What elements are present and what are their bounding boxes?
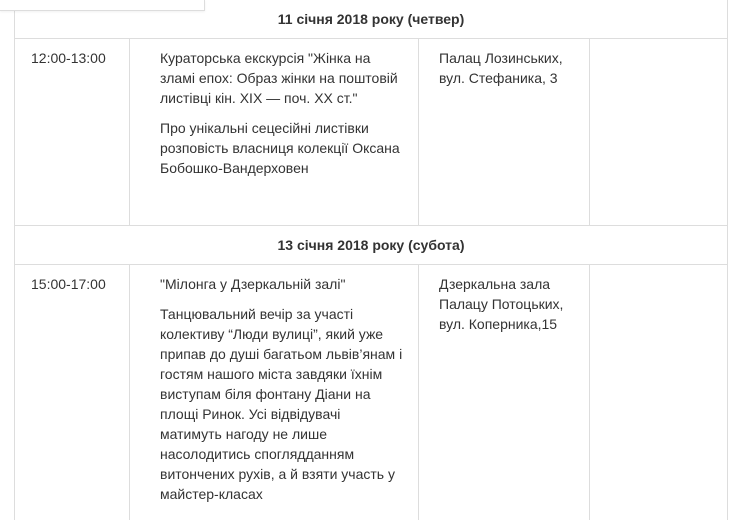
event-description: Про унікальні сецесійні листівки розповість власниця колекції Оксана Бобошко-Вандерховен — [160, 120, 400, 176]
event-location: Палац Лозинських, вул. Стефаника, 3 — [419, 39, 590, 226]
event-row — [15, 265, 728, 520]
date-row-2 — [15, 226, 728, 265]
event-schedule-table — [14, 0, 728, 520]
event-location: Дзеркальна зала Палацу Потоцьких, вул. Коперника,15 — [419, 265, 590, 520]
event-extra-cell — [590, 265, 728, 520]
event-extra-cell — [590, 39, 728, 226]
date-heading: 13 січня 2018 року (субота) — [15, 226, 728, 265]
event-time: 12:00-13:00 — [15, 39, 130, 226]
overlay-panel-fragment — [0, 0, 205, 11]
event-description: Танцювальний вечір за участі колективу “Люди вулиці”, який уже припав до душі багатьом львів’янам і гостям нашого міста завдяки їхнім виступам біля фонтану Діани на площі Ринок. Усі відвідувачі матимуть нагоду не лише насолодитись споглядданням витончених рухів, а й взяти участь у майстер-класах — [160, 306, 403, 502]
event-time: 15:00-17:00 — [15, 265, 130, 520]
event-details — [130, 39, 419, 226]
event-row — [15, 39, 728, 226]
event-title: Кураторська екскурсія "Жінка на зламі епох: Образ жінки на поштовій листівці кін. XIX — поч. XX ст." — [160, 50, 398, 106]
event-title: "Мілонга у Дзеркальній залі" — [160, 276, 346, 292]
event-details — [130, 265, 419, 520]
date-heading: 11 січня 2018 року (четвер) — [15, 0, 728, 39]
